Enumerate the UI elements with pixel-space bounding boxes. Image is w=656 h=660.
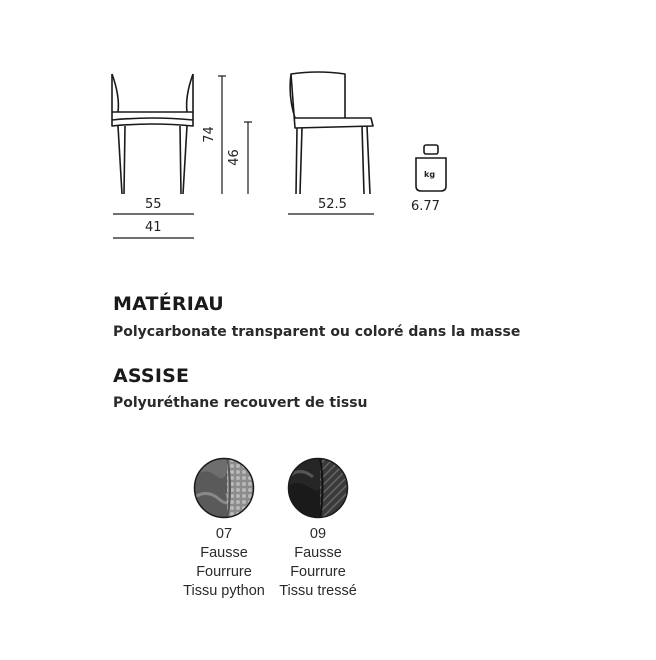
finish-07-line3: Tissu python (183, 583, 265, 599)
finish-09-swatch (287, 457, 349, 519)
dimension-side-depth: 52.5 (318, 197, 347, 212)
finish-07-line2: Fourrure (196, 564, 252, 580)
weight-unit-label: kg (424, 170, 436, 179)
material-heading: MATÉRIAU (113, 293, 224, 315)
finish-09-line3: Tissu tressé (279, 583, 357, 599)
dimension-front-inner-width: 41 (145, 220, 162, 235)
dimension-front-width: 55 (145, 197, 162, 212)
seat-heading: ASSISE (113, 365, 190, 387)
material-description: Polycarbonate transparent ou coloré dans la masse (113, 324, 521, 340)
finish-09-code: 09 (309, 526, 327, 542)
finish-07-swatch (193, 457, 255, 519)
seat-description: Polyuréthane recouvert de tissu (113, 395, 368, 411)
finish-09-line2: Fourrure (290, 564, 346, 580)
finish-07-code: 07 (215, 526, 233, 542)
weight-value: 6.77 (411, 199, 440, 214)
weight-icon (416, 145, 446, 191)
dimension-seat-height: 46 (226, 149, 242, 166)
finish-09-line1: Fausse (294, 545, 342, 561)
dimension-total-height: 74 (201, 126, 217, 143)
finish-09[interactable] (263, 457, 373, 601)
finish-07-line1: Fausse (200, 545, 248, 561)
